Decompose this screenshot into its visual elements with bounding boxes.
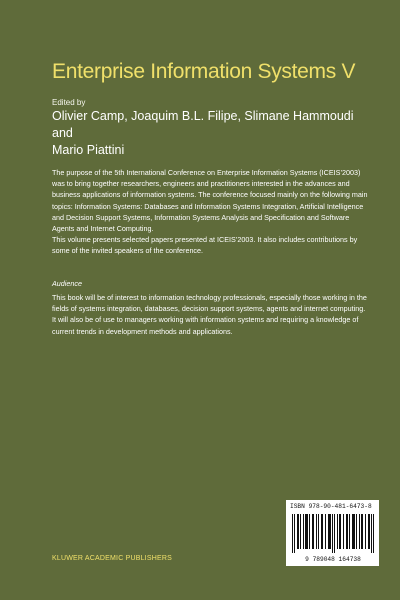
audience-description: This book will be of interest to information technology professionals, especially those working in the fields of systems integration, databases, decision support systems, agents and internet computing. It will also be of use to managers working with information systems and requiring a knowledge of current trends in development methods and applications. [52, 293, 367, 336]
edited-by-label: Edited by [52, 98, 86, 107]
publisher-name: KLUWER ACADEMIC PUBLISHERS [52, 555, 172, 562]
book-description [52, 167, 370, 257]
barcode-image [292, 514, 374, 553]
audience-heading: Audience [52, 279, 82, 288]
isbn-text: ISBN 978-90-481-6473-8 [290, 503, 372, 510]
description-paragraph-2: This volume presents selected papers presented at ICEIS’2003. It also includes contributions by some of the invited speakers of the conference. [52, 235, 358, 256]
barcode-panel [286, 500, 379, 566]
editors-line-2: Mario Piattini [52, 143, 125, 157]
description-paragraph: The purpose of the 5th International Conference on Enterprise Information Systems (ICEIS’2003) was to bring together researchers, engineers and practitioners interested in the advances and business applications of information systems. The conference focused mainly on the following main topics: Information Systems: Databases and Information Systems Integration, Artificial Intelligence and Decision Support Systems, Information Systems Analysis and Specification and Software Agents and Internet Computing. [52, 168, 368, 234]
book-title: Enterprise Information Systems V [52, 60, 356, 83]
editors-line-1: Olivier Camp, Joaquim B.L. Filipe, Slimane Hammoudi and [52, 109, 354, 140]
barcode-number: 9 789048 164738 [305, 556, 361, 563]
editors-list [52, 108, 372, 159]
